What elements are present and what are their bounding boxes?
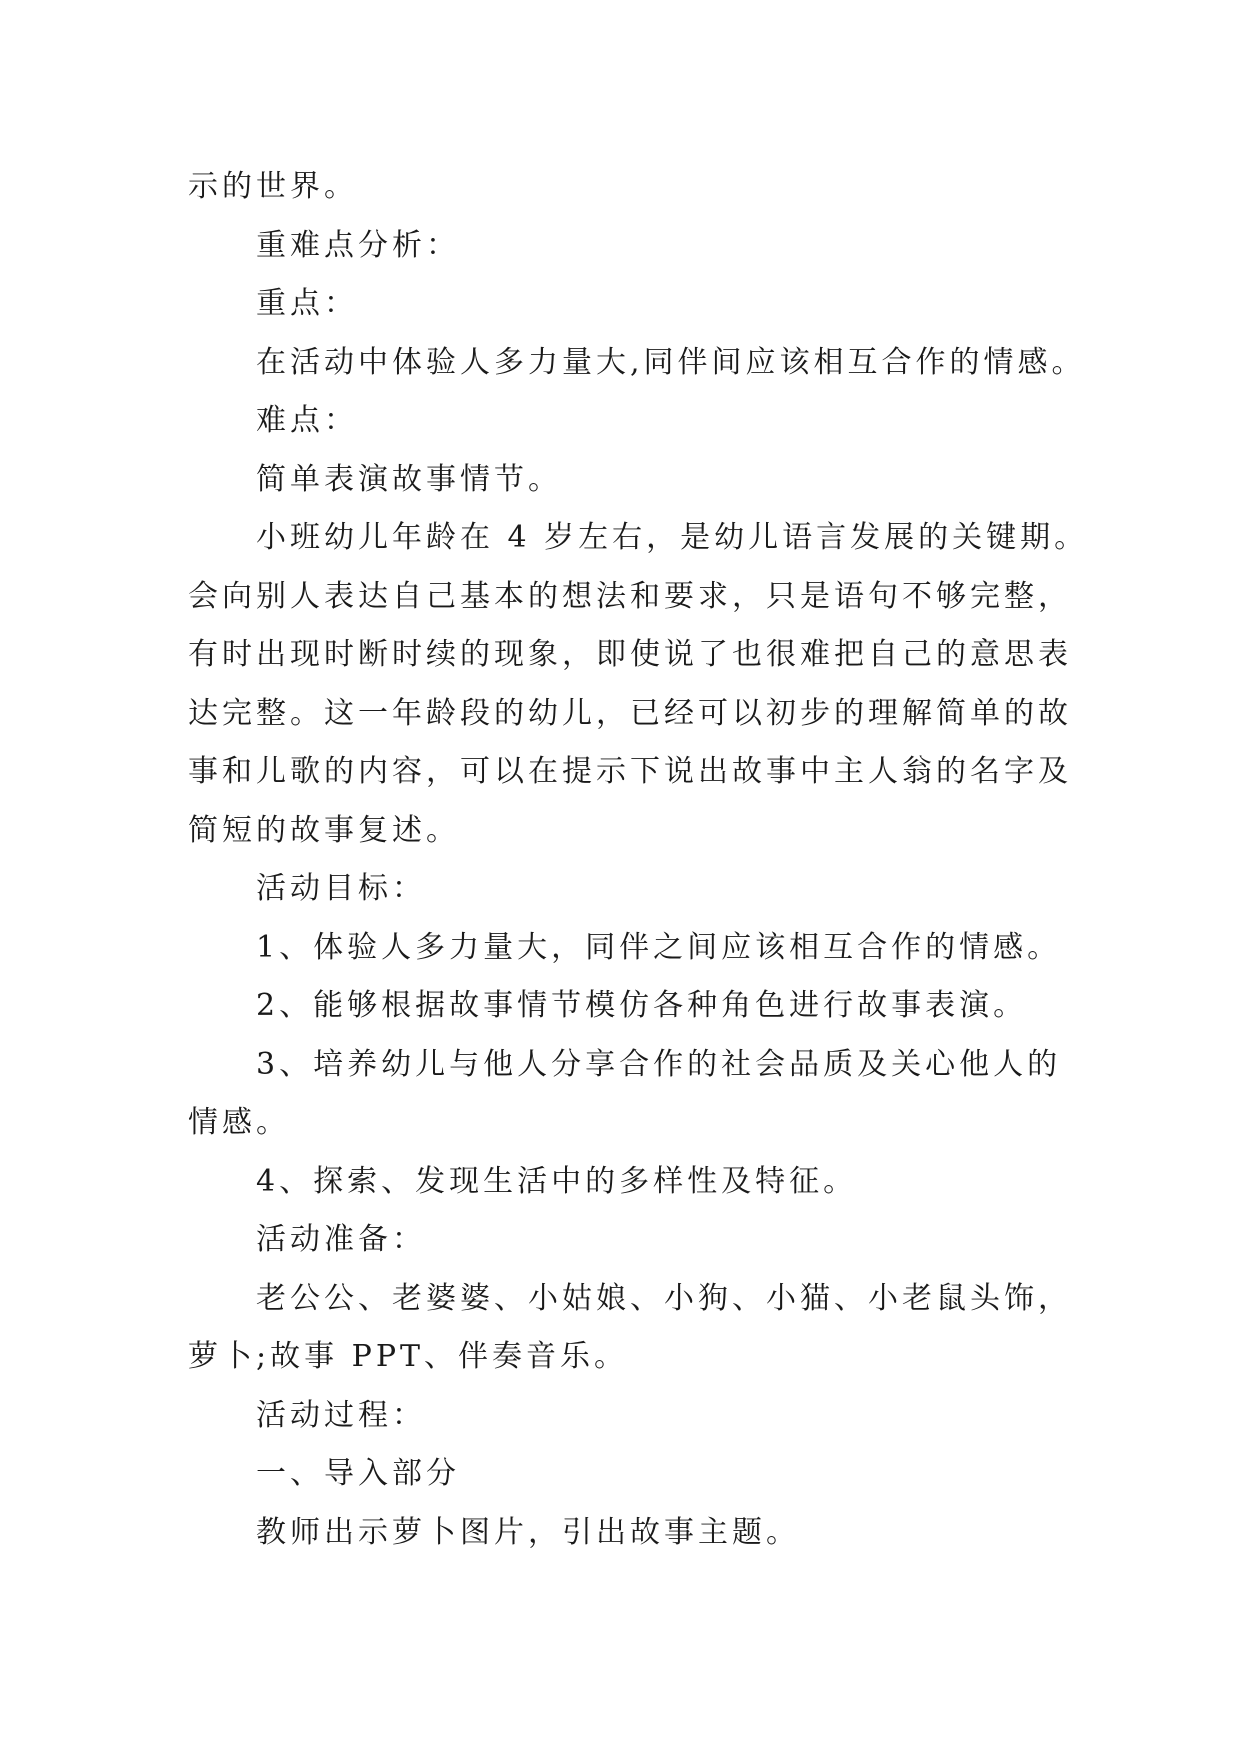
list-item: 1、体验人多力量大，同伴之间应该相互合作的情感。 — [256, 929, 1062, 965]
text-line: 老公公、老婆婆、小姑娘、小狗、小猫、小老鼠头饰， — [256, 1280, 1072, 1316]
section-heading-key-difficult-points: 重难点分析： — [256, 227, 460, 263]
text-line: 有时出现时断时续的现象，即使说了也很难把自己的意思表 — [188, 637, 1072, 672]
text-line: 简单表演故事情节。 — [256, 461, 562, 497]
list-item: 2、能够根据故事情节模仿各种角色进行故事表演。 — [256, 988, 1028, 1023]
subheading-difficult-point: 难点： — [256, 403, 358, 438]
section-heading-activity-goals: 活动目标： — [256, 871, 426, 906]
text-line: 教师出示萝卜图片，引出故事主题。 — [256, 1514, 800, 1550]
text-line: 在活动中体验人多力量大,同伴间应该相互合作的情感。 — [256, 344, 1086, 380]
text-line: 小班幼儿年龄在 4 岁左右，是幼儿语言发展的关键期。 — [256, 520, 1089, 555]
document-body — [188, 158, 1089, 1562]
text-line: 简短的故事复述。 — [188, 812, 460, 848]
text-line: 情感。 — [188, 1105, 290, 1140]
text-line: 事和儿歌的内容，可以在提示下说出故事中主人翁的名字及 — [188, 754, 1072, 789]
subheading-key-point: 重点： — [256, 286, 358, 321]
list-item: 3、培养幼儿与他人分享合作的社会品质及关心他人的 — [256, 1046, 1062, 1082]
text-line: 示的世界。 — [188, 169, 358, 204]
text-line: 会向别人表达自己基本的想法和要求，只是语句不够完整， — [188, 578, 1072, 614]
section-heading-activity-preparation: 活动准备： — [256, 1222, 426, 1257]
section-heading-activity-process: 活动过程： — [256, 1397, 426, 1433]
list-item: 4、探索、发现生活中的多样性及特征。 — [256, 1163, 858, 1199]
text-line: 达完整。这一年龄段的幼儿，已经可以初步的理解简单的故 — [188, 695, 1072, 731]
subheading-introduction: 一、导入部分 — [256, 1456, 460, 1491]
text-line: 萝卜;故事 PPT、伴奏音乐。 — [188, 1339, 629, 1374]
